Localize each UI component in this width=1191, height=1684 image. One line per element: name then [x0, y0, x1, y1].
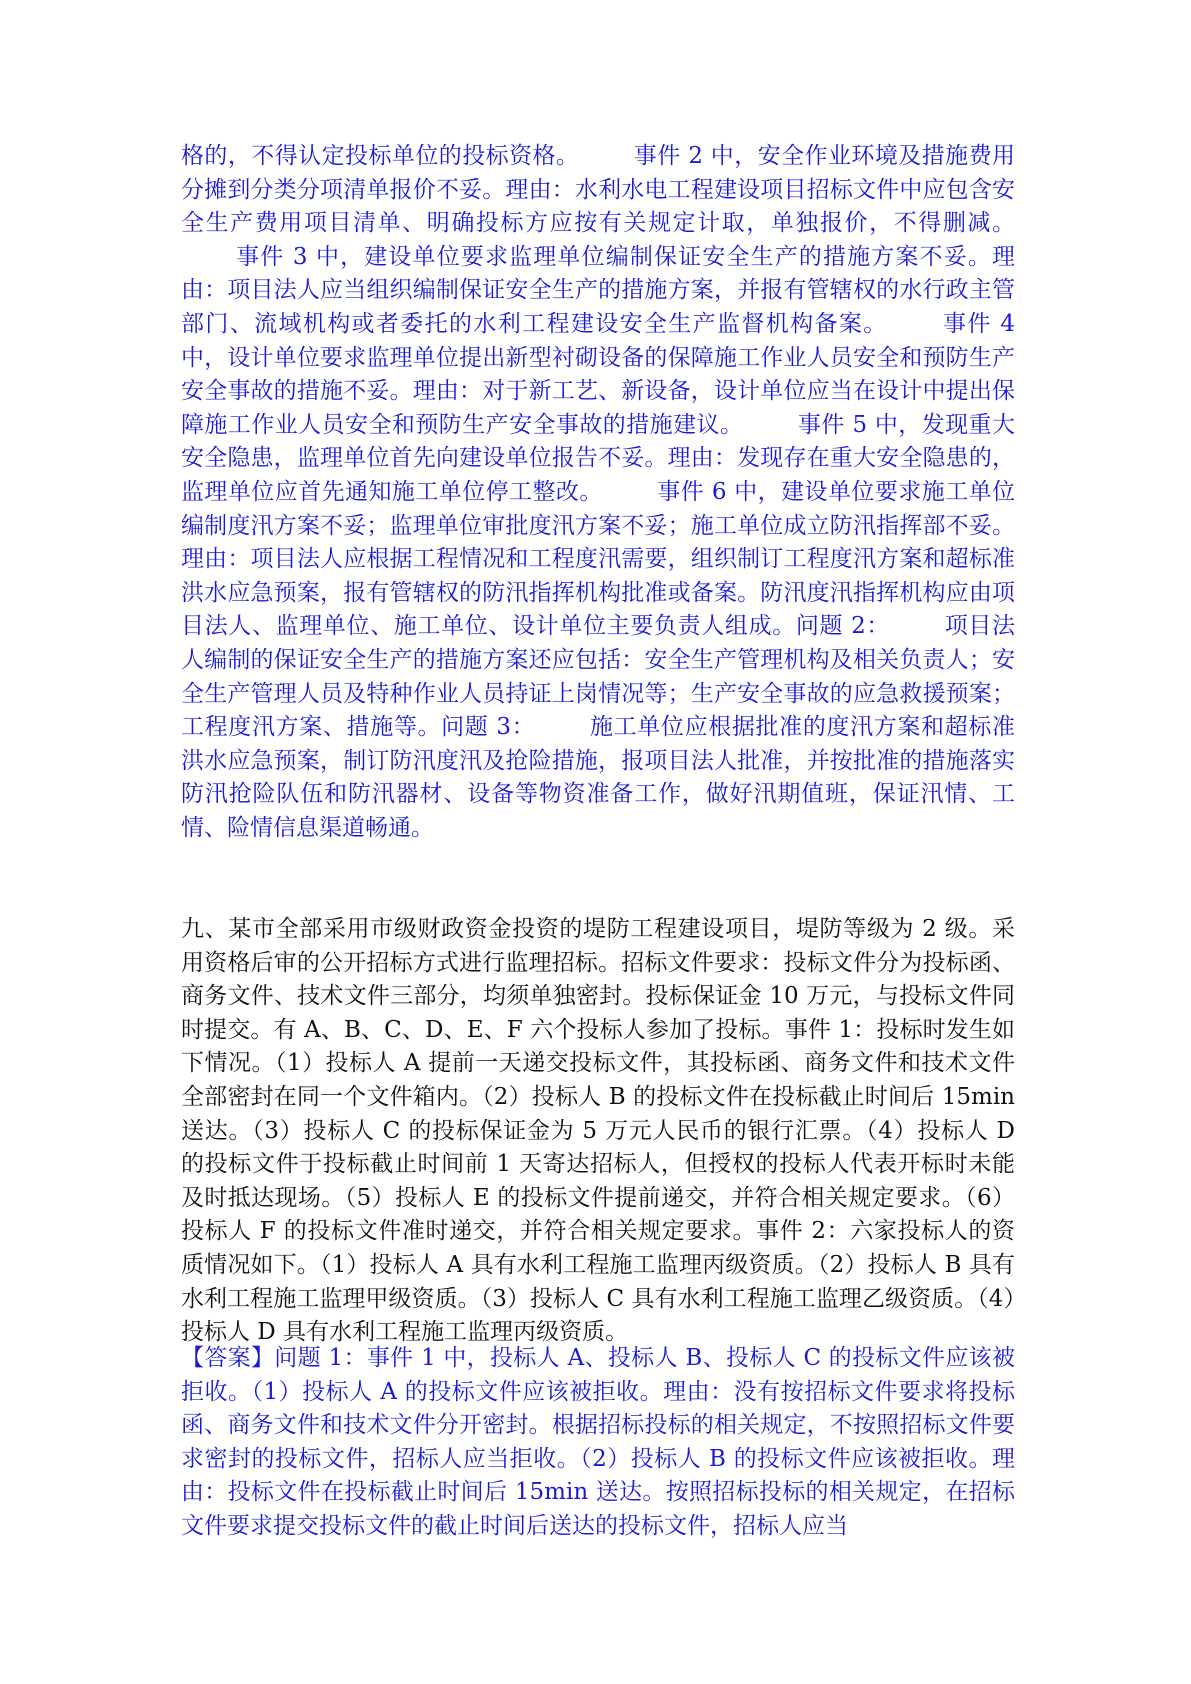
answer-continued-paragraph	[181, 140, 1015, 845]
answer-nine-paragraph	[181, 1342, 1015, 1544]
answer-segment: 事件 5 中，发现重大安全隐患，监理单位首先向建设单位报告不妥。理由：发现存在重大安全隐患的，监理单位应首先通知施工单位停工整改。	[181, 411, 1015, 505]
answer-segment: 事件 6 中，建设单位要求施工单位编制度汛方案不妥；监理单位审批度汛方案不妥；施工单位成立防汛指挥部不妥。理由：项目法人应根据工程情况和工程度汛需要，组织制订工程度汛方案和超标准洪水应急预案，报有管辖权的防汛指挥机构批准或备案。防汛度汛指挥机构应由项目法人、监理单位、施工单位、设计单位主要负责人组成。问题 2：	[181, 478, 1016, 640]
answer-segment: 事件 2 中，安全作业环境及措施费用分摊到分类分项清单报价不妥。理由：水利水电工程建设项目招标文件中应包含安全生产费用项目清单、明确投标方应按有关规定计取，单独报价，不得删减。	[181, 143, 1015, 237]
answer-segment: 施工单位应根据批准的度汛方案和超标准洪水应急预案，制订防汛度汛及抢险措施，报项目法人批准，并按批准的措施落实防汛抢险队伍和防汛器材、设备等物资准备工作，做好汛期值班，保证汛情、工情、险情信息渠道畅通。	[181, 714, 1015, 841]
question-nine-paragraph: 九、某市全部采用市级财政资金投资的堤防工程建设项目，堤防等级为 2 级。采用资格后审的公开招标方式进行监理招标。招标文件要求：投标文件分为投标函、商务文件、技术文件三部分，均须单独密封。投标保证金 10 万元，与投标文件同时提交。有 A、B、C、D、E、F 六个投标人参加了投标。事件 1：投标时发生如下情况。（1）投标人 A 提前一天递交投标文件，其投标函、商务文件和技术文件全部密封在同一个文件箱内。（2）投标人 B 的投标文件在投标截止时间后 15min 送达。（3）投标人 C 的投标保证金为 5 万元人民币的银行汇票。（4）投标人 D 的投标文件于投标截止时间前 1 天寄达招标人，但授权的投标人代表开标时未能及时抵达现场。（5）投标人 E 的投标文件提前递交，并符合相关规定要求。（6）投标人 F 的投标文件准时递交，并符合相关规定要求。事件 2：六家投标人的资质情况如下。（1）投标人 A 具有水利工程施工监理丙级资质。（2）投标人 B 具有水利工程施工监理甲级资质。（3）投标人 C 具有水利工程施工监理乙级资质。（4）投标人 D 具有水利工程施工监理丙级资质。	[181, 916, 1015, 1346]
answer-tag: 【答案】	[181, 1345, 275, 1371]
answer-segment: 项目法人编制的保证安全生产的措施方案还应包括：安全生产管理机构及相关负责人；安全生产管理人员及特种作业人员持证上岗情况等；生产安全事故的应急救援预案；工程度汛方案、措施等。问题 3：	[181, 613, 1015, 741]
answer-segment: 事件 4 中，设计单位要求监理单位提出新型衬砌设备的保障施工作业人员安全和预防生产安全事故的措施不妥。理由：对于新工艺、新设备，设计单位应当在设计中提出保障施工作业人员安全和预防生产安全事故的措施建议。	[181, 310, 1015, 438]
answer-segment: 格的，不得认定投标单位的投标资格。	[181, 143, 580, 169]
answer-segment: 事件 3 中，建设单位要求监理单位编制保证安全生产的措施方案不妥。理由：项目法人应当组织编制保证安全生产的措施方案，并报有管辖权的水行政主管部门、流域机构或者委托的水利工程建设安全生产监督机构备案。	[181, 243, 1015, 337]
answer-nine-text: 问题 1：事件 1 中，投标人 A、投标人 B、投标人 C 的投标文件应该被拒收。（1）投标人 A 的投标文件应该被拒收。理由：没有按招标文件要求将投标函、商务文件和技术文件分开密封。根据招标投标的相关规定，不按照招标文件要求密封的投标文件，招标人应当拒收。（2）投标人 B 的投标文件应该被拒收。理由：投标文件在投标截止时间后 15min 送达。按照招标投标的相关规定，在招标文件要求提交投标文件的截止时间后送达的投标文件，招标人应当	[181, 1345, 1015, 1539]
